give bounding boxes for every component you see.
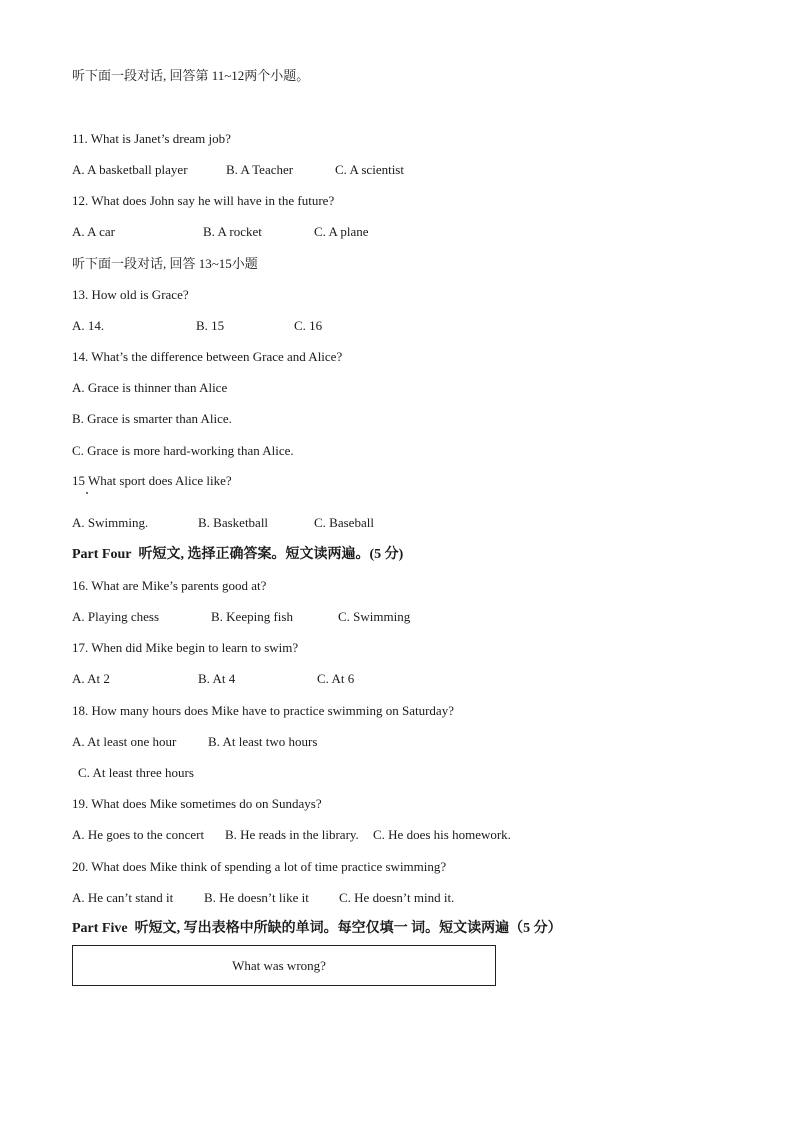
option-15-c: C. Baseball xyxy=(314,515,374,530)
options-19 xyxy=(72,827,794,843)
part-four-label: Part Four xyxy=(72,547,132,562)
options-20 xyxy=(72,890,794,906)
options-13 xyxy=(72,318,794,334)
option-20-b: B. He doesn’t like it xyxy=(204,890,309,905)
options-12 xyxy=(72,224,794,240)
section-intro-13-15: 听下面一段对话, 回答 13~15小题 xyxy=(72,256,258,271)
option-14-c: C. Grace is more hard-working than Alice. xyxy=(72,443,294,458)
option-15-a: A. Swimming. xyxy=(72,515,149,530)
option-18-a: A. At least one hour xyxy=(72,734,177,749)
option-12-a: A. A car xyxy=(72,224,115,239)
option-19-c: C. He does his homework. xyxy=(373,827,511,842)
option-18-b: B. At least two hours xyxy=(208,734,318,749)
question-17: 17. When did Mike begin to learn to swim? xyxy=(72,640,299,655)
option-12-b: B. A rocket xyxy=(203,224,262,239)
option-11-b: B. A Teacher xyxy=(226,162,294,177)
option-15-b: B. Basketball xyxy=(198,515,269,530)
answer-table xyxy=(72,945,496,986)
option-20-a: A. He can’t stand it xyxy=(72,890,174,905)
option-17-b: B. At 4 xyxy=(198,671,236,686)
question-18: 18. How many hours does Mike have to practice swimming on Saturday? xyxy=(72,703,454,718)
option-12-c: C. A plane xyxy=(314,224,369,239)
option-14-b: B. Grace is smarter than Alice. xyxy=(72,411,232,426)
part-four-heading xyxy=(72,546,403,564)
option-16-b: B. Keeping fish xyxy=(211,609,293,624)
question-20: 20. What does Mike think of spending a lot of time practice swimming? xyxy=(72,859,447,874)
option-20-c: C. He doesn’t mind it. xyxy=(339,890,455,905)
option-18-c: C. At least three hours xyxy=(78,765,194,780)
option-14-a: A. Grace is thinner than Alice xyxy=(72,380,228,395)
option-16-c: C. Swimming xyxy=(338,609,411,624)
section-intro-11-12: 听下面一段对话, 回答第 11~12两个小题。 xyxy=(72,68,310,83)
option-11-c: C. A scientist xyxy=(335,162,404,177)
table-header-cell: What was wrong? xyxy=(232,958,326,973)
part-four-instruction: 听短文, 选择正确答案。短文读两遍。(5 分) xyxy=(138,547,404,562)
options-16 xyxy=(72,609,794,625)
option-13-b: B. 15 xyxy=(196,318,225,333)
stray-dot xyxy=(86,492,88,494)
option-17-c: C. At 6 xyxy=(317,671,355,686)
option-11-a: A. A basketball player xyxy=(72,162,188,177)
option-16-a: A. Playing chess xyxy=(72,609,160,624)
part-five-instruction: 听短文, 写出表格中所缺的单词。每空仅填一 词。短文读两遍（5 分） xyxy=(134,921,562,936)
options-17 xyxy=(72,671,794,687)
option-17-a: A. At 2 xyxy=(72,671,110,686)
option-13-a: A. 14. xyxy=(72,318,105,333)
options-11 xyxy=(72,162,794,178)
part-five-label: Part Five xyxy=(72,921,128,936)
option-13-c: C. 16 xyxy=(294,318,323,333)
part-five-heading xyxy=(72,920,562,938)
question-14: 14. What’s the difference between Grace and Alice? xyxy=(72,349,343,364)
question-13: 13. How old is Grace? xyxy=(72,287,189,302)
question-15: 15 What sport does Alice like? xyxy=(72,473,232,488)
question-19: 19. What does Mike sometimes do on Sundays? xyxy=(72,796,322,811)
options-18 xyxy=(72,734,794,750)
options-15 xyxy=(72,515,794,531)
question-12: 12. What does John say he will have in the future? xyxy=(72,193,335,208)
option-19-a: A. He goes to the concert xyxy=(72,827,205,842)
question-16: 16. What are Mike’s parents good at? xyxy=(72,578,267,593)
option-19-b: B. He reads in the library. xyxy=(225,827,359,842)
question-11: 11. What is Janet’s dream job? xyxy=(72,131,231,146)
